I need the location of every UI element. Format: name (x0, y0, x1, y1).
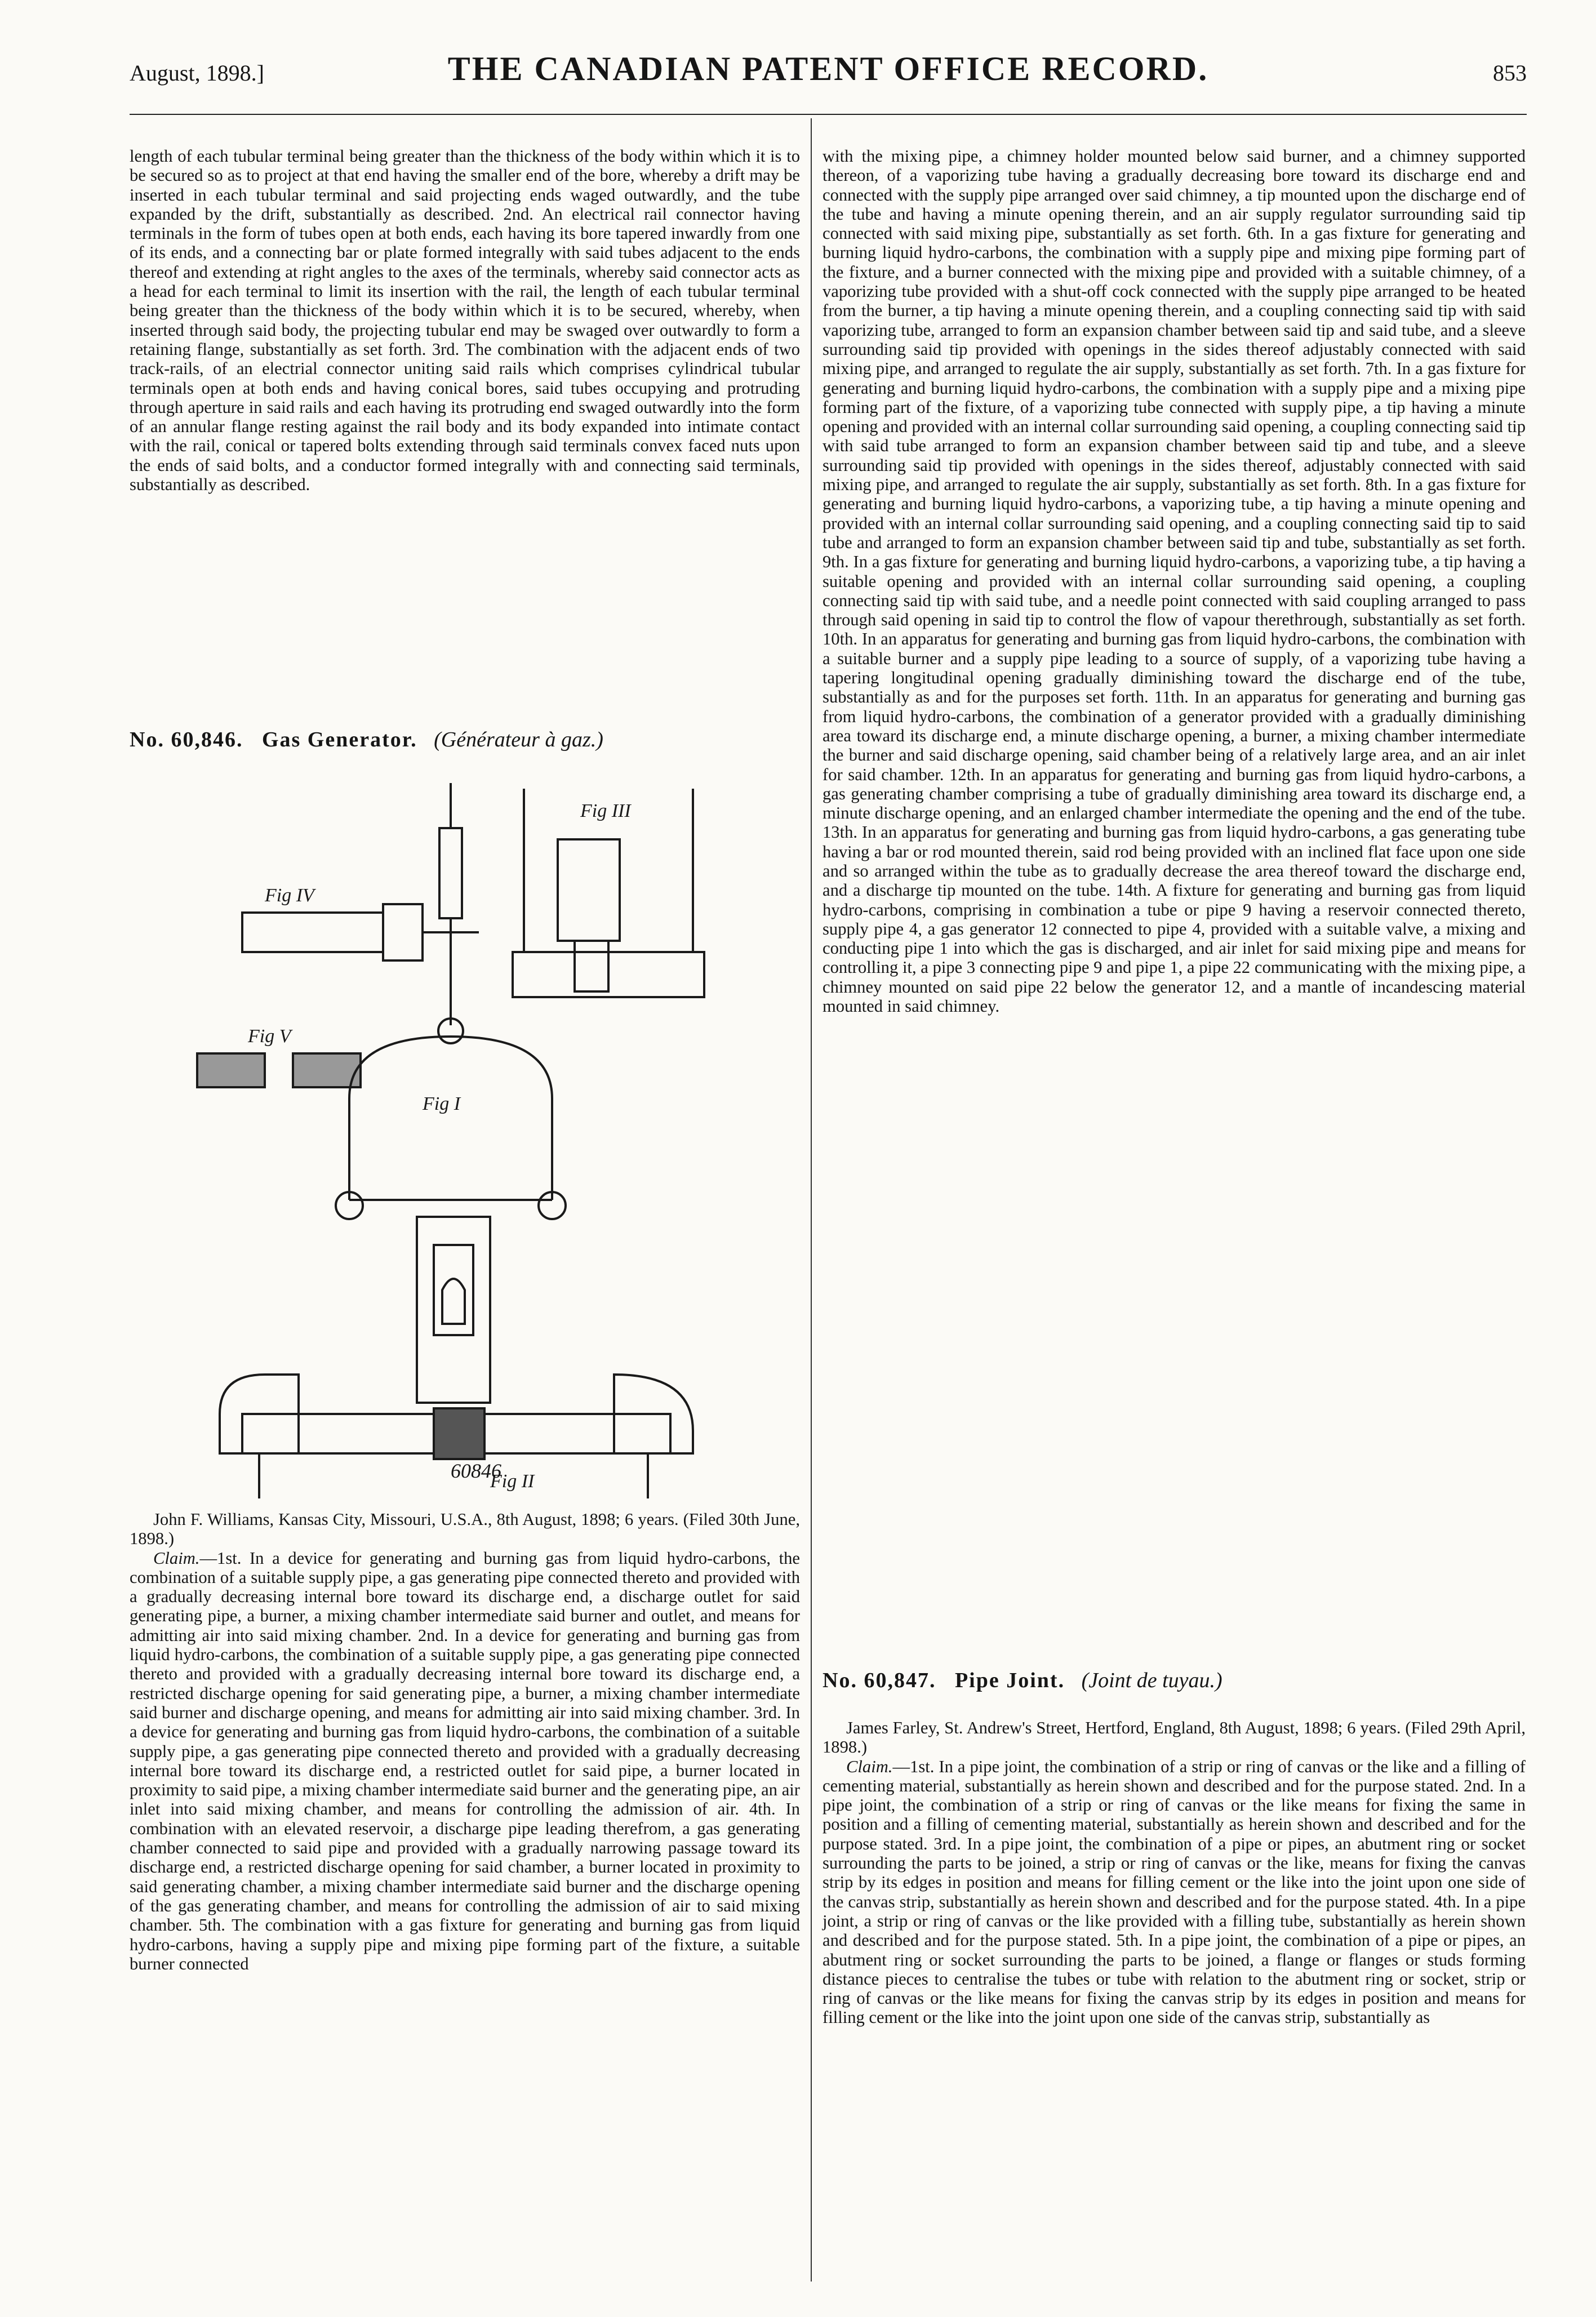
patent-number: No. 60,846. (130, 728, 243, 751)
claim-label: Claim. (153, 1548, 200, 1568)
inventor-line: John F. Williams, Kansas City, Missouri, U.S.A., 8th August, 1898; 6 years. (Filed 30th June, 1898.) (130, 1510, 800, 1549)
page-header (130, 50, 1527, 95)
fig3-label: Fig III (580, 801, 631, 821)
fig4-label: Fig IV (265, 885, 314, 906)
claims-text-right: with the mixing pipe, a chimney holder mounted below said burner, and a chimney supported thereon, of a vaporizing tube having a gradually decreasing bore toward its discharge end and connected with the supply pipe arranged over said chimney, a tip mounted upon the discharge end of the tube and having a minute opening therein, and an air supply regulator surrounding said tip connected with said mixing pipe, substantially as set forth. 6th. In a gas fixture for generating and burning liquid hydro-carbons, the combination with a supply pipe and mixing pipe forming part of the fixture, and a burner connected with the mixing pipe and provided with a suitable chimney, of a vaporizing tube provided with a shut-off cock connected with the supply pipe arranged to be heated from the burner, a tip having a minute opening therein, and a coupling connecting said tip with said vaporizing tube, arranged to form an expansion chamber between said tip and said tube, and a sleeve surrounding said tip provided with openings in the sides thereof adjustably connected with said mixing pipe, and arranged to regulate the air supply, substantially as set forth. 7th. In a gas fixture for generating and burning liquid hydro-carbons, the combination with a supply pipe and a mixing pipe forming part of the fixture, of a vaporizing tube connected with supply pipe, a tip having a minute opening and provided with an internal collar surrounding said opening, a coupling connecting said tip with said tube arranged to form an expansion chamber between said tip and tube, and a sleeve surrounding said tip provided with openings in the sides thereof, adjustably connected with said mixing pipe, and arranged to regulate the air supply, substantially as set forth. 8th. In a gas fixture for generating and burning liquid hydro-carbons, a vaporizing tube, a tip having a minute opening and provided with an internal collar surrounding said opening, and a coupling connecting said tip to said tube and arranged to form an expansion chamber between said tip and tube, substantially as set forth. 9th. In a gas fixture for generating and burning liquid hydro-carbons, a vaporizing tube, a tip having a suitable opening and provided with an internal collar surrounding said opening, a coupling connecting said tip with said tube, and a needle point connected with said coupling arranged to pass through said opening in said tip to control the flow of vapour therethrough, substantially as set forth. 10th. In an apparatus for generating and burning gas from liquid hydro-carbons, the combination with a suitable burner and a supply pipe leading to a source of supply, of a vaporizing tube having a tapering longitudinal opening gradually diminishing toward the discharge end of the tube, substantially as and for the purposes set forth. 11th. In an apparatus for generating and burning gas from liquid hydro-carbons, the combination of a generator provided with a gradually diminishing area toward its discharge end, a minute discharge opening, a burner, a mixing chamber intermediate the burner and said discharge opening, said chamber being of a relatively large area, and an air inlet for said chamber. 12th. In an apparatus for generating and burning gas from liquid hydro-carbons, a gas generating chamber comprising a tube of gradually diminishing area toward its discharge end, a minute discharge opening, and an enlarged chamber intermediate the opening and the end of the tube. 13th. In an apparatus for generating and burning gas from liquid hydro-carbons, a gas generating tube having a bar or rod mounted therein, said rod being provided with an inclined flat face upon one side and so arranged within the tube as to gradually decrease the area thereof toward the discharge end, and a discharge tip mounted on the tube. 14th. A fixture for generating and burning gas from liquid hydro-carbons, comprising in combination a tube or pipe 9 having a reservoir connected thereto, supply pipe 4, a gas generator 12 connected to pipe 4, provided with a suitable valve, a mixing and conducting pipe 1 into which the gas is discharged, and air inlet for said mixing pipe and means for controlling it, a pipe 3 connecting pipe 9 and pipe 1, a pipe 22 communicating with the mixing pipe, a chimney mounted on said pipe 22 below the generator 12, and a mantle of incandescing material mounted in said chimney. (823, 146, 1526, 1016)
patent-french-name: (Générateur à gaz.) (434, 728, 603, 751)
patent-french-name: (Joint de tuyau.) (1081, 1669, 1222, 1692)
valve-block (434, 1408, 484, 1459)
fig5-label: Fig V (248, 1026, 291, 1047)
column-divider (811, 118, 812, 2282)
claim-label: Claim. (846, 1756, 893, 1776)
header-rule (130, 114, 1527, 115)
fig3-nozzle (575, 941, 608, 991)
claims-paragraph (130, 1549, 800, 1974)
fig1-label: Fig I (423, 1093, 461, 1114)
fig4-body (242, 913, 383, 952)
page-number: 853 (1493, 60, 1527, 86)
claims-text: —1st. In a pipe joint, the combination of a strip or ring of canvas or the like and a filling of cementing material, substantially as herein shown and described and for the purpose stated. 2nd. In a pipe joint, the combination of a strip or ring of canvas or the like means for fixing the same in position and a filling of cementing material, substantially as herein shown and described and for the purpose stated. 3rd. In a pipe joint, the combination of a pipe or pipes, an abutment ring or socket surrounding the parts to be joined, a strip or ring of canvas or the like, means for fixing the canvas strip by its edges in position and means for filling cement or the like into the joint upon one side of the canvas strip, substantially as herein shown and described and for the purpose stated. 4th. In a pipe joint, a strip or ring of canvas or the like provided with a filling tube, substantially as herein shown and described and for the purpose stated. 5th. In a pipe joint, the combination of a pipe or pipes, an abutment ring or socket surrounding the parts to be joined, a flange or flanges or studs forming distance pieces to centralise the tubes or tube with relation to the abutment ring or socket, strip or ring of canvas or the like means for fixing the canvas strip by its edges in position and means for filling cement or the like into the joint upon one side of the canvas strip, substantially as (823, 1756, 1526, 2027)
journal-title: THE CANADIAN PATENT OFFICE RECORD. (447, 50, 1209, 87)
inventor-line: James Farley, St. Andrew's Street, Hertford, England, 8th August, 1898; 6 years. (Filed 29th April, 1898.) (823, 1718, 1526, 1757)
patent-60846-heading (130, 727, 800, 753)
header-date: August, 1898.] (130, 60, 264, 86)
feed-pipe-top (439, 828, 462, 918)
fig4-coupling (383, 904, 423, 960)
claims-paragraph (823, 1757, 1526, 2027)
claims-text-left: —1st. In a device for generating and burning gas from liquid hydro-carbons, the combination of a suitable supply pipe, a gas generating pipe connected thereto and provided with a gradually decreasing internal bore toward its discharge end, a discharge outlet for said generating pipe, a burner, a mixing chamber intermediate said burner and outlet, and means for admitting air into said mixing chamber. 2nd. In a device for generating and burning gas from liquid hydro-carbons, the combination of a suitable supply pipe, a gas generating pipe connected thereto and provided with a gradually decreasing internal bore toward its discharge end, a restricted discharge opening for said generating pipe, a burner, a mixing chamber intermediate said burner and discharge opening, and means for admitting air into said mixing chamber. 3rd. In a device for generating and burning gas from liquid hydro-carbons, the combination of a suitable supply pipe, a gas generating pipe connected thereto and provided with a gradually decreasing internal bore toward its discharge end, a restricted outlet for said pipe, a burner located in proximity to said pipe, a mixing chamber intermediate said burner and the generating pipe, an air inlet into said mixing chamber, and means for controlling the admission of air. 4th. In combination with an elevated reservoir, a discharge pipe leading therefrom, a gas generating chamber connected to said pipe and provided with a gradually narrowing passage toward its discharge end, a restricted discharge opening for said chamber, a burner located in proximity to said generating chamber, a mixing chamber intermediate said burner and the discharge opening of the gas generating chamber, and means for controlling the admission of air to said mixing chamber. 5th. The combination with a gas fixture for generating and burning gas from liquid hydro-carbons, having a supply pipe and mixing pipe forming part of the fixture, a suitable burner connected (130, 1548, 800, 1973)
patent-60846-claims-continued (823, 146, 1526, 1016)
patent-60846-body (130, 1510, 800, 1973)
flame (442, 1279, 465, 1324)
patent-name: Pipe Joint. (954, 1669, 1065, 1692)
fig3-chamber (558, 839, 620, 941)
patent-60847-body (823, 1718, 1526, 2027)
fig5-bar-left (197, 1053, 265, 1087)
patent-name: Gas Generator. (261, 728, 417, 751)
figure-number: 60846 (451, 1460, 501, 1482)
continuation-paragraph: length of each tubular terminal being greater than the thickness of the body within which it is to be secured so as to project at that end having the smaller end of the bore, whereby a drift may be inserted in each tubular terminal and said projecting ends waged outwardly, and the tube expanded by the drift, substantially as described. 2nd. An electrical rail connector having terminals in the form of tubes open at both ends, each having its bore tapered inwardly from one of its ends, and a connecting bar or plate formed integrally with said tubes adjacent to the ends thereof and extending at right angles to the axes of the terminals, whereby said connector acts as a head for each terminal to limit its insertion with the rail, the length of each tubular terminal being greater than the thickness of the body within which it is to be secured, whereby, when inserted through said body, the projecting tubular end may be swaged over outwardly to form a retaining flange, substantially as set forth. 3rd. The combination with the adjacent ends of two track-rails, of an electrial connector uniting said rails which comprises cylindrical tubular terminals open at both ends and having conical bores, said tubes occupying and protruding through aperture in said rails and each having its protruding end swaged outwardly into the form of an annular flange resting against the rail body and its body expanded into intimate contact with the rail, conical or tapered bolts extending through said terminals convex faced nuts upon the ends of said bolts, and a conductor formed integrally with and connecting said terminals, substantially as described. (130, 146, 800, 495)
gas-generator-drawing (186, 783, 749, 1498)
patent-60847-heading (823, 1667, 1526, 1693)
patent-number: No. 60,847. (823, 1669, 936, 1692)
arch-frame (349, 1037, 552, 1200)
patent-drawing-svg (186, 783, 749, 1498)
fig2-label: Fig II (490, 1471, 535, 1492)
left-column-continuation (130, 146, 800, 494)
mantle (434, 1245, 473, 1335)
